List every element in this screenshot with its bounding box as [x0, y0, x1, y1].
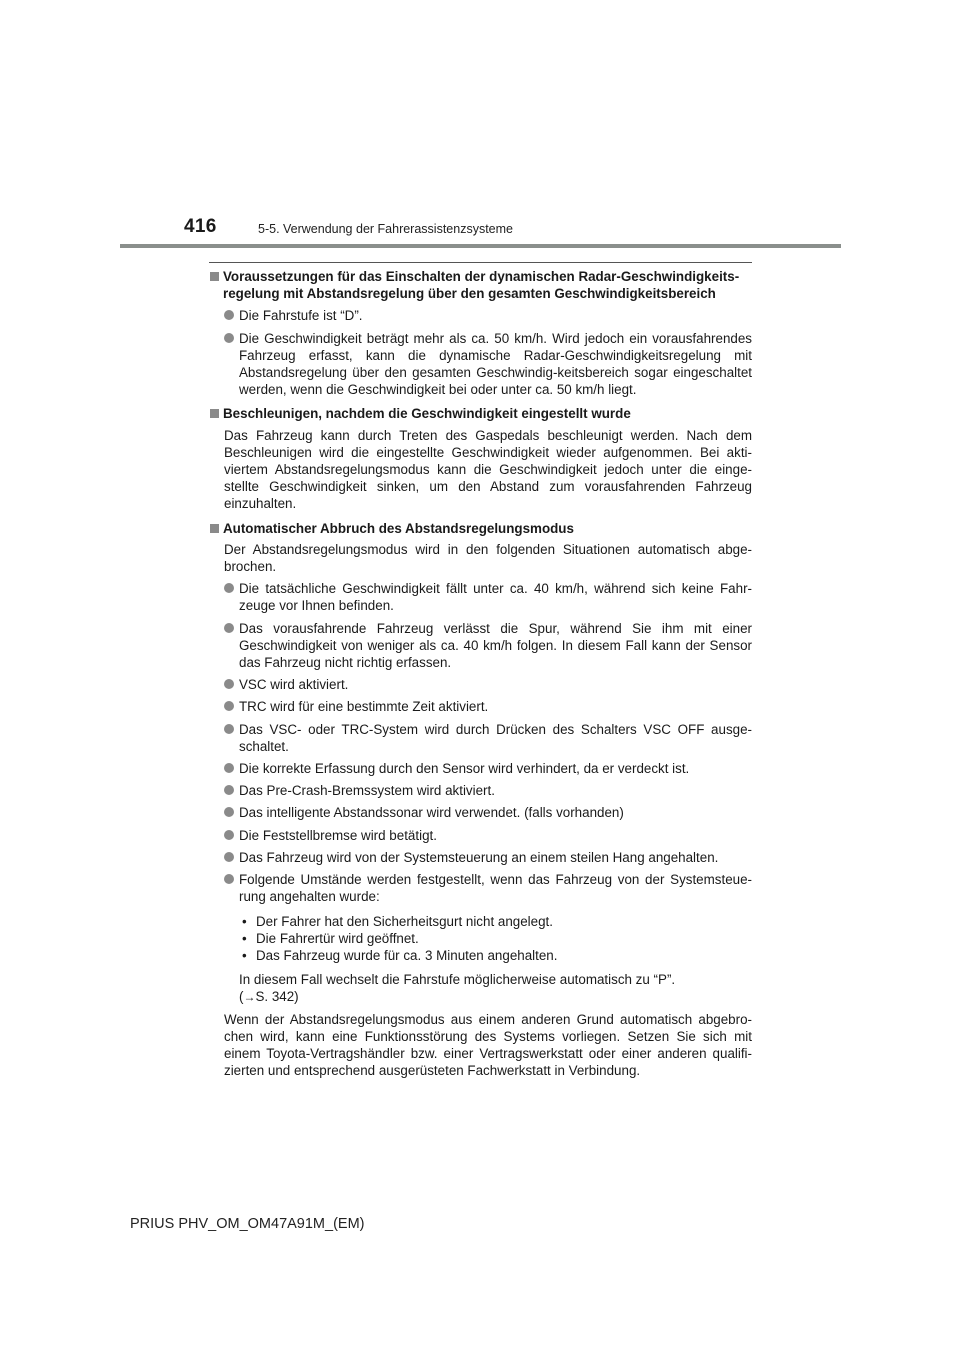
circle-bullet-icon: [224, 623, 234, 633]
page-reference[interactable]: (→S. 342): [239, 989, 299, 1005]
circle-bullet-icon: [224, 830, 234, 840]
sub-list-item: • Das Fahrzeug wurde für ca. 3 Minuten angehalten.: [242, 947, 558, 963]
list-item: Folgende Umstände werden festgestellt, wenn das Fahrzeug von der Systemsteue-rung angehalten wurde:: [209, 871, 752, 905]
header-rule: [120, 244, 841, 248]
note: In diesem Fall wechselt die Fahrstufe möglicherweise automatisch zu “P”. (→S. 342): [209, 971, 752, 1006]
section-body: Das Fahrzeug kann durch Treten des Gaspedals beschleunigt werden. Nach dem Beschleunigen wird die eingestellte Geschwindigkeit wieder aufgenommen. Bei akti-viertem Abstandsregelungsmodus kann die Geschwindigkeit jedoch unter die einge-stellte Geschwindigkeit sinken, um den Abstand zum vorausfahrenden Fahrzeug einzuhalten.: [224, 427, 752, 512]
circle-bullet-icon: [224, 874, 234, 884]
list-item: Die Geschwindigkeit beträgt mehr als ca. 50 km/h. Wird jedoch ein vorausfahrendes Fahrzeug erfasst, kann die dynamische Radar-Geschwindigkeitsregelung mit Abstandsregelung über den gesamten Geschwindig-keitsbereich sogar eingeschaltet werden, wenn die Geschwindigkeit bei oder unter ca. 50 km/h liegt.: [209, 330, 752, 399]
circle-bullet-icon: [224, 763, 234, 773]
sub-list-item: • Die Fahrertür wird geöffnet.: [242, 930, 419, 946]
section-title: Automatischer Abbruch des Abstandsregelungsmodus: [209, 520, 752, 537]
circle-bullet-icon: [224, 583, 234, 593]
section-title: Beschleunigen, nachdem die Geschwindigkeit eingestellt wurde: [209, 405, 752, 422]
closing-paragraph: Wenn der Abstandsregelungsmodus aus einem anderen Grund automatisch abgebro-chen wird, kann eine Funktionsstörung des Systems vorliegen. Setzen Sie sich mit einem Toyota-Vertragshändler bzw. einer Vertragswerkstatt oder einer anderen qualifi-zierten und entsprechend ausgerüsteten Fachwerkstatt in Verbindung.: [224, 1011, 752, 1079]
footer-doc-id: PRIUS PHV_OM_OM47A91M_(EM): [130, 1216, 365, 1232]
circle-bullet-icon: [224, 724, 234, 734]
sub-list-item: • Der Fahrer hat den Sicherheitsgurt nicht angelegt.: [242, 913, 553, 929]
list-item: Das Fahrzeug wird von der Systemsteuerung an einem steilen Hang angehalten.: [209, 849, 752, 866]
circle-bullet-icon: [224, 333, 234, 343]
square-bullet-icon: [210, 409, 219, 418]
list-item: Das Pre-Crash-Bremssystem wird aktiviert.: [209, 782, 752, 799]
list-item: Das vorausfahrende Fahrzeug verlässt die Spur, während Sie ihm mit einer Geschwindigkeit von weniger als ca. 40 km/h folgen. In diesem Fall kann der Sensor das Fahrzeug nicht richtig erfassen.: [209, 620, 752, 672]
circle-bullet-icon: [224, 852, 234, 862]
list-item: Die Feststellbremse wird betätigt.: [209, 827, 752, 844]
square-bullet-icon: [210, 524, 219, 533]
page-number: 416: [184, 216, 217, 237]
list-item: Die tatsächliche Geschwindigkeit fällt unter ca. 40 km/h, während sich keine Fahr-zeuge vor Ihnen befinden.: [209, 580, 752, 614]
circle-bullet-icon: [224, 701, 234, 711]
circle-bullet-icon: [224, 679, 234, 689]
square-bullet-icon: [210, 272, 219, 281]
circle-bullet-icon: [224, 310, 234, 320]
content-rule: [209, 262, 752, 263]
circle-bullet-icon: [224, 785, 234, 795]
section-title: Voraussetzungen für das Einschalten der dynamischen Radar-Geschwindigkeits-regelung mit Abstandsregelung über den gesamten Geschwindigkeitsbereich: [209, 268, 752, 302]
sub-list: [209, 913, 752, 965]
list-item: Die korrekte Erfassung durch den Sensor wird verhindert, da er verdeckt ist.: [209, 760, 752, 777]
circle-bullet-icon: [224, 807, 234, 817]
arrow-right-icon: →: [243, 990, 256, 1005]
list-item: Das intelligente Abstandssonar wird verwendet. (falls vorhanden): [209, 804, 752, 821]
list-item: TRC wird für eine bestimmte Zeit aktiviert.: [209, 698, 752, 715]
section-header: 5-5. Verwendung der Fahrerassistenzsysteme: [258, 222, 513, 236]
section-intro: Der Abstandsregelungsmodus wird in den folgenden Situationen automatisch abge-brochen.: [224, 541, 752, 575]
manual-content: [209, 266, 752, 1079]
list-item: VSC wird aktiviert.: [209, 676, 752, 693]
list-item: Das VSC- oder TRC-System wird durch Drücken des Schalters VSC OFF ausge-schaltet.: [209, 721, 752, 755]
list-item: Die Fahrstufe ist “D”.: [209, 307, 752, 324]
